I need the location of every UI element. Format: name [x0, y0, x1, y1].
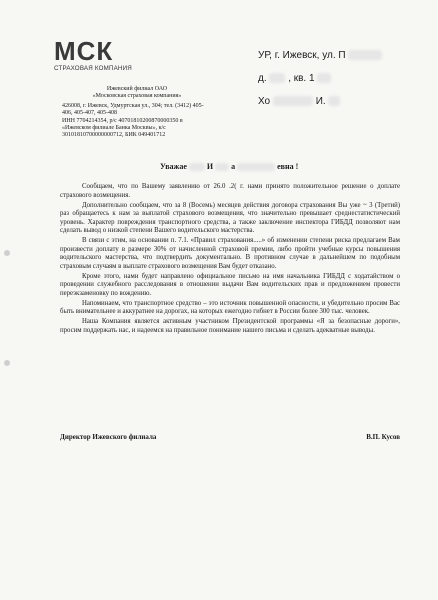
addressee-line-1: [258, 44, 428, 67]
punch-hole: [4, 360, 10, 366]
paragraph-5: Напоминаем, что транспортное средство – это источник повышенной опасности, и убедительно просим Вас быть внимательнее и аккуратнее на дорогах, на которых ежегодно гибнет в России более 300 тыс. человек.: [60, 299, 400, 315]
paragraph-6: Наша Компания является активным участником Президентской программы «Я за безопасные дороги», просим поддержать нас, и надеемся на правильное понимание нашего письма и сделать адекватные выводы.: [60, 318, 400, 334]
logo-subtitle: СТРАХОВАЯ КОМПАНИЯ: [54, 65, 132, 72]
paragraph-1: Сообщаем, что по Вашему заявлению от 26.0 .2( г. нами принято положительное решение о доплате страхового возмещения.: [60, 183, 400, 199]
paragraph-3: В связи с этим, на основании п. 7.1. «Правил страхования.....» об изменении степени риска предлагаем Вам произвести доплату в размере 30% от начисленной страховой премии, либо пройти учебные курсы повышения водительского мастерства, что подтвердить документально. В противном случае в дальнейшем по подобным страховым случаям в выплате страхового возмещения Вам будет отказано.: [60, 237, 400, 270]
greeting-suffix: евна !: [277, 162, 299, 171]
sender-block: [62, 86, 212, 140]
addressee-house: д.: [258, 73, 267, 84]
greeting-initial: И: [206, 162, 214, 171]
redacted-text: [348, 50, 382, 60]
greeting-middle: а: [231, 162, 236, 171]
greeting: [160, 162, 298, 171]
redacted-text: [328, 96, 340, 106]
branch-name-line-2: «Московская страховая компания»: [92, 93, 182, 100]
addressee-surname: Хо: [258, 96, 271, 107]
greeting-prefix: Уважае: [160, 162, 187, 171]
signature-block: [60, 433, 400, 441]
redacted-text: [189, 163, 205, 171]
branch-name-line-1: Ижевский филиал ОАО: [106, 86, 168, 92]
punch-hole: [4, 250, 10, 256]
company-logo: [54, 38, 132, 72]
addressee-flat: , кв. 1: [288, 73, 315, 84]
logo-mark: МСК: [54, 36, 114, 66]
redacted-text: [269, 73, 285, 83]
addressee-block: [258, 44, 428, 113]
paragraph-4: Кроме этого, нами будет направлено официальное письмо на имя начальника ГИБДД с ходатайством о проведении служебного расследования в отношении выдачи Вам водительских прав и предложением провести переэкзаменовку по вождению.: [60, 272, 400, 297]
signer-title: Директор Ижевского филиала: [60, 433, 157, 441]
branch-address: 426008, г. Ижевск, Удмуртская ул., 304; тел. (3412) 405-406, 405-407, 405-408: [62, 102, 204, 117]
letter-body: [60, 183, 400, 337]
addressee-street: УР, г. Ижевск, ул. П: [258, 50, 346, 61]
redacted-text: [215, 163, 229, 171]
signer-name: В.П. Кусов: [366, 433, 400, 441]
paragraph-2: Дополнительно сообщаем, что за 8 (Восемь) месяцев действия договора страхования Вы уже ~ 3 (Третий) раз обращаетесь к нам за выплатой страхового возмещения, что значительно превышает среднестатистический уровень. Характер повреждения транспортного средства, а также заключение инспектора ГИБДД позволяют нам сделать вывод о низкой степени Вашего водительского мастерства.: [60, 201, 400, 234]
addressee-line-3: Хо И.: [258, 90, 428, 113]
bank-details: ИНН 7704214354, р/с 40701810200870000350 в «Ижевском филиале Банка Москвы», к/с 30101810700000000712, БИК 049401712: [62, 117, 183, 139]
redacted-text: [237, 163, 275, 171]
redacted-text: [273, 96, 313, 106]
addressee-line-2: [258, 67, 428, 90]
addressee-initial: И: [315, 96, 323, 107]
redacted-text: [317, 73, 331, 83]
